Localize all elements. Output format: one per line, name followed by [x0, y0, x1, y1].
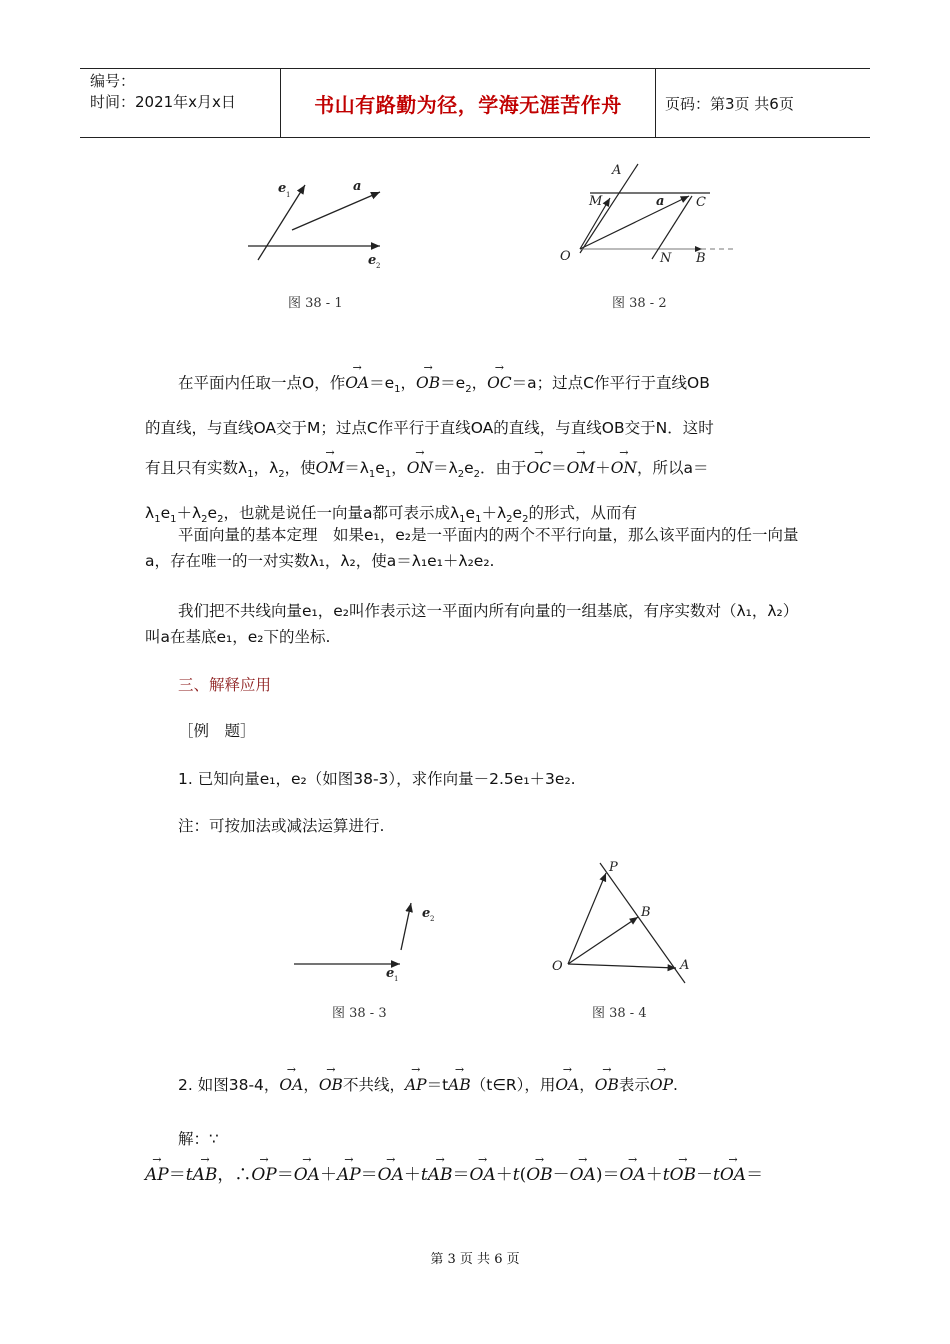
e1-vector — [258, 185, 305, 260]
svg-text:O: O — [560, 249, 571, 264]
e2-vector — [401, 903, 411, 950]
svg-text:2: 2 — [430, 915, 435, 923]
vector-OB — [568, 917, 638, 964]
a-vector — [292, 192, 380, 230]
paragraph-theorem: 平面向量的基本定理 如果e₁，e₂是一平面内的两个不平行向量，那么该平面内的任一向量a，存在唯一的一对实数λ₁，λ₂，使a＝λ₁e₁＋λ₂e₂. — [145, 526, 799, 570]
header-meta — [80, 69, 281, 137]
svg-text:A: A — [680, 958, 690, 973]
svg-text:a: a — [656, 194, 665, 209]
paragraph-1: 在平面内任取一点O，作→ $OA=e_1$，→ $OB=e_2$，→ OC＝a；过点C作平行于直线OB 的直线，与直线OA交于M；过点C作平行于直线OA的直线，与直线OB交于N．这时 有且只有实数$\lambda_1$，$\lambda_2$，使→ $OM=\lambda_1e_1$，→ $ON=\lambda_2e_2$．由于→ OC＝→ OM＋→ ON，所以a＝ $\lambda_1e_1+\lambda_2e_2$，也就是说任一向量a都可表示成$\lambda_1e_1+\lambda_2e_2$的形式，从而有 — [145, 362, 805, 539]
figure-38-4 — [548, 855, 708, 985]
figure-38-3-caption: 图 38 - 3 — [332, 1006, 387, 1021]
example-heading: ［例 题］ — [178, 722, 256, 740]
svg-text:O: O — [552, 959, 563, 974]
figure-38-1-caption: 图 38 - 1 — [288, 296, 343, 311]
svg-text:B: B — [641, 905, 651, 920]
example-1: 1. 已知向量e₁，e₂（如图38-3），求作向量－2.5e₁＋3e₂. — [178, 770, 576, 788]
svg-text:M: M — [589, 194, 603, 209]
figure-38-3 — [290, 895, 450, 985]
example-2: 2. 如图38-4，→ OA，→ OB不共线，→ AP＝t→ AB（t∈R），用→ OA，→ OB表示→ OP. — [178, 1064, 818, 1104]
svg-text:1: 1 — [286, 191, 291, 199]
e2-label: e — [368, 253, 377, 268]
svg-text:e: e — [422, 906, 431, 921]
svg-text:P: P — [609, 860, 618, 875]
page-footer: 第 3 页 共 6 页 — [430, 1252, 520, 1267]
figure-38-1 — [240, 170, 400, 280]
svg-text:N: N — [660, 251, 672, 266]
solution-equation: → AP＝t→ AB，∴→ OP＝→ OA＋→ AP＝→ OA＋t→ AB＝→ OA＋t(→ OB－→ OA)＝→ OA＋t→ OB－t→ OA＝ — [145, 1154, 865, 1194]
svg-text:C: C — [696, 195, 706, 210]
header-number: 编号： — [90, 72, 136, 90]
svg-text:2: 2 — [376, 262, 381, 270]
header-page-info: 页码：第3页 共6页 — [665, 94, 794, 113]
header-motto: 书山有路勤为径，学海无涯苦作舟 — [281, 69, 656, 137]
figure-38-2-caption: 图 38 - 2 — [612, 296, 667, 311]
header-time: 时间：2021年x月x日 — [90, 93, 236, 111]
section-heading: 三、解释应用 — [178, 676, 272, 694]
line-PA — [600, 863, 685, 983]
figure-38-2 — [552, 158, 742, 270]
solution-label: 解：∵ — [178, 1130, 219, 1148]
note: 注：可按加法或减法运算进行. — [178, 817, 385, 835]
svg-text:e: e — [386, 966, 395, 981]
vector-OA — [568, 964, 676, 968]
paragraph-basis: 我们把不共线向量e₁，e₂叫作表示这一平面内所有向量的一组基底，有序实数对（λ₁，λ₂）叫a在基底e₁，e₂下的坐标. — [145, 602, 799, 646]
svg-text:A: A — [612, 163, 622, 178]
svg-text:B: B — [696, 251, 706, 266]
e1-label: e — [278, 181, 287, 196]
vector-OP — [568, 873, 606, 964]
figure-38-4-caption: 图 38 - 4 — [592, 1006, 647, 1021]
svg-text:1: 1 — [394, 975, 399, 983]
a-label: a — [353, 179, 362, 194]
page-header — [80, 68, 870, 138]
